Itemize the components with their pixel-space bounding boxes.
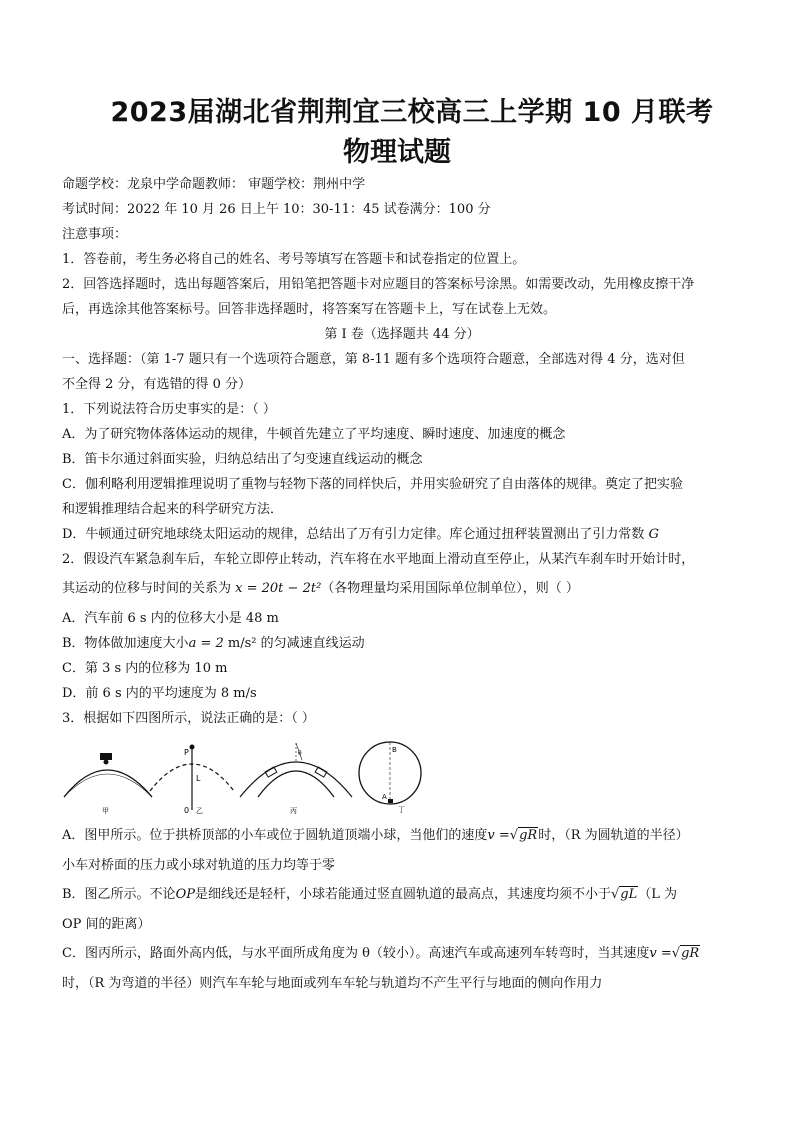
q3-b1-radicand: gL [620,887,638,902]
q3-b1-op: OP [175,887,195,902]
q2-option-b-formula: a = 2 [188,636,224,651]
figure-yi [150,745,234,816]
q2-formula: x = 20t − 2t² [235,581,322,596]
label-bing: 丙 [290,807,297,815]
sqrt-icon: √gL [610,887,638,902]
note-2a: 2．回答选择题时，选出每题答案后，用铅笔把答题卡对应题目的答案标号涂黑。如需要改动，先用橡皮擦干净 [62,277,695,292]
q3-figures [62,735,742,817]
note-2b: 后，再选涂其他答案标号。回答非选择题时，将答案写在答题卡上，写在试卷上无效。 [62,302,557,317]
q3-b1-pre: B．图乙所示。不论 [62,887,176,902]
q3-c1-radicand: gR [681,946,700,961]
q1-option-b: B．笛卡尔通过斜面实验，归纳总结出了匀变速直线运动的概念 [62,452,423,467]
q1-option-d [62,522,742,547]
q3-stem: 3．根据如下四图所示，说法正确的是：（ ） [62,711,315,726]
figure-ding [359,742,421,814]
exam-body [62,172,742,996]
q2-stem-2 [62,572,742,606]
q2-option-b [62,631,742,656]
q1-option-d-symbol: G [648,527,659,542]
q1-stem: 1．下列说法符合历史事实的是：（ ） [62,402,276,417]
page-subtitle: 物理试题 [343,137,451,168]
q2-option-b-post: m/s² 的匀减速直线运动 [223,636,365,651]
q2-option-a: A．汽车前 6 s 内的位移大小是 48 m [62,611,279,626]
q3-a1-pre: A．图甲所示。位于拱桥顶部的小车或位于圆轨道顶端小球，当他们的速度 [62,828,488,843]
q3-option-c1 [62,937,742,971]
label-o: 0 [184,806,190,815]
section-intro-b: 不全得 2 分，有选错的得 0 分） [62,377,252,392]
label-a: A [382,793,387,801]
label-jia: 甲 [102,807,109,815]
q3-c1-v: v = [649,946,672,961]
label-yi: 乙 [196,807,203,815]
q1-option-c1: C．伽利略利用逻辑推理说明了重物与轻物下落的同样快后，并用实验研究了自由落体的规律。奠定了把实验 [62,477,683,492]
q3-option-a1 [62,819,742,853]
sqrt-icon: √gR [671,946,700,961]
q3-b1-post: （L 为 [638,887,678,902]
label-p: P [184,748,189,757]
q3-a1-radicand: gR [519,828,538,843]
q3-a1-post: 时，（R 为圆轨道的半径） [538,828,689,843]
page-title: 2023届湖北省荆荆宜三校高三上学期 10 月联考 [110,97,714,128]
section-intro-a: 一、选择题：（第 1-7 题只有一个选项符合题意，第 8-11 题有多个选项符合题意，全部选对得 4 分，选对但 [62,352,685,367]
notes-title: 注意事项： [62,227,128,242]
q3-a1-v: v = [487,828,510,843]
note-1: 1．答卷前，考生务必将自己的姓名、考号等填写在答题卡和试卷指定的位置上。 [62,252,526,267]
q3-option-b2: OP 间的距离） [62,917,151,932]
q2-option-d: D．前 6 s 内的平均速度为 8 m/s [62,686,257,701]
q3-b1-mid: 是细线还是轻杆，小球若能通过竖直圆轨道的最高点，其速度均须不小于 [194,887,611,902]
label-b: B [392,746,397,754]
q3-option-b1 [62,878,742,912]
q1-option-c2: 和逻辑推理结合起来的科学研究方法． [62,502,284,517]
q1-option-d-text: D．牛顿通过研究地球绕太阳运动的规律，总结出了万有引力定律。库仑通过扭秤装置测出了引力常数 [62,527,645,542]
q2-stem-2-post: （各物理量均采用国际单位制单位），则（ ） [321,581,579,596]
label-theta: θ [298,750,302,757]
header-school: 命题学校：龙泉中学命题教师： 审题学校：荆州中学 [62,177,366,192]
q3-option-a2: 小车对桥面的压力或小球对轨道的压力均等于零 [62,858,336,873]
section-title: 第 I 卷（选择题共 44 分） [324,327,480,342]
car-icon [100,753,112,760]
figure-bing [240,743,352,815]
figure-jia [64,753,152,815]
q2-option-c: C．第 3 s 内的位移为 10 m [62,661,228,676]
q2-stem-2-pre: 其运动的位移与时间的关系为 [62,581,232,596]
q1-option-a: A．为了研究物体落体运动的规律，牛顿首先建立了平均速度、瞬时速度、加速度的概念 [62,427,566,442]
label-ding: 丁 [398,806,405,814]
label-l: L [196,774,201,783]
q2-option-b-pre: B．物体做加速度大小 [62,636,189,651]
q2-stem-1: 2．假设汽车紧急刹车后，车轮立即停止转动，汽车将在水平地面上滑动直至停止，从某汽车刹车时开始计时， [62,552,695,567]
q3-figure-row [62,735,742,817]
q3-option-c2: 时，（R 为弯道的半径）则汽车车轮与地面或列车车轮与轨道均不产生平行与地面的侧向作用力 [62,976,603,991]
q3-c1-pre: C．图丙所示，路面外高内低，与水平面所成角度为 θ（较小）。高速汽车或高速列车转弯时，当其速度 [62,946,650,961]
header-time: 考试时间：2022 年 10 月 26 日上午 10：30-11：45 试卷满分：100 分 [62,202,491,217]
sqrt-icon: √gR [509,828,538,843]
